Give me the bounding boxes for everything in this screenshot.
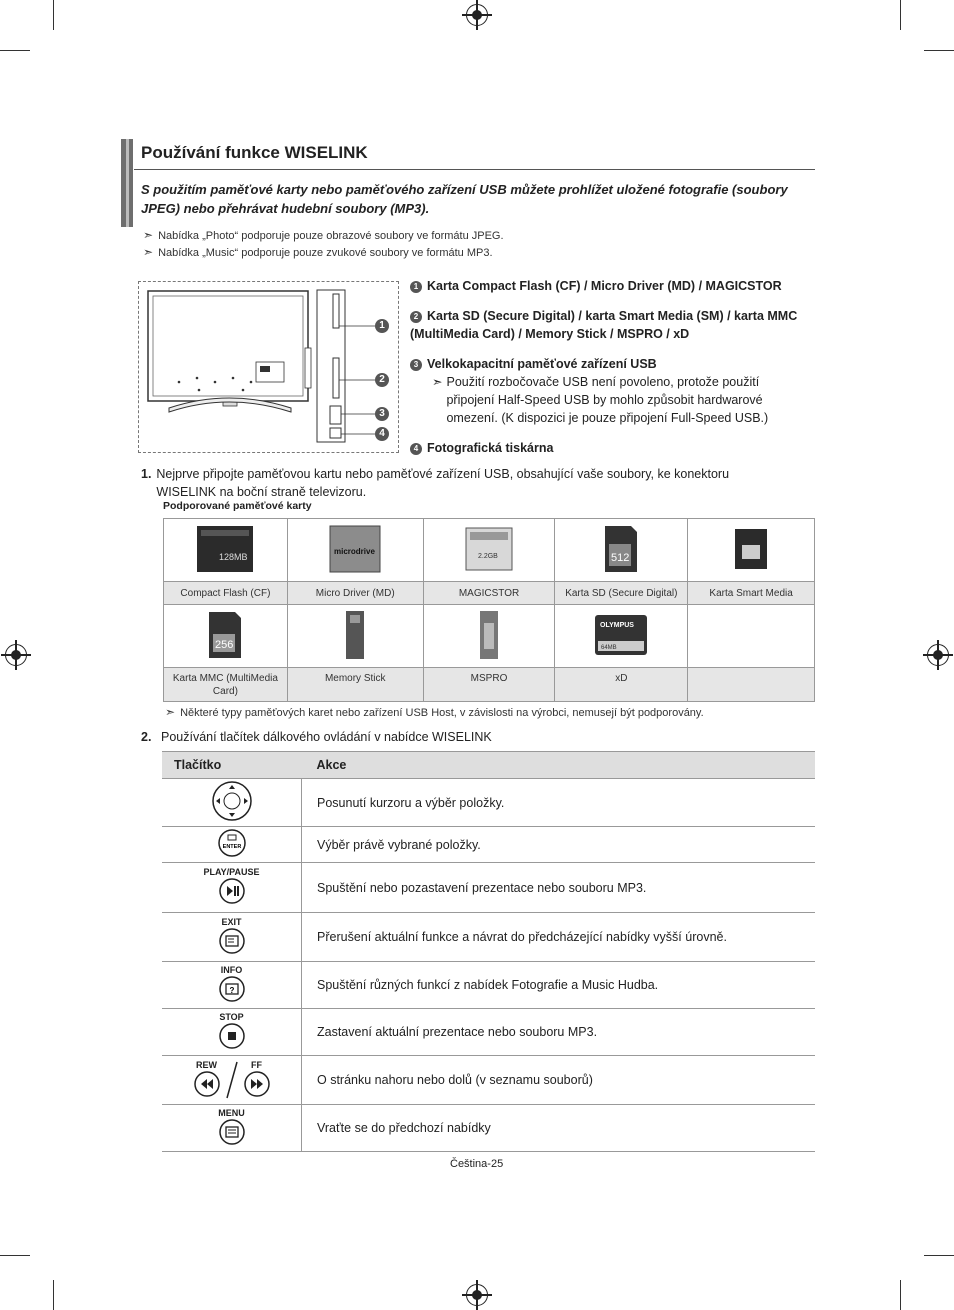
table-row [162,1009,815,1056]
table-row [162,1056,815,1105]
crop-mark [924,50,954,51]
connector-number-1: 1 [375,319,389,333]
action-text: Vraťte se do předchozí nabídky [302,1105,816,1152]
title-divider [134,169,815,170]
connector-item-1: 1 Karta Compact Flash (CF) / Micro Driver (MD) / MAGICSTOR [410,277,810,295]
page-title: Používání funkce WISELINK [141,143,368,162]
card-label: Karta SD (Secure Digital) [555,582,688,605]
card-image-mmc [164,605,288,668]
dpad-icon [162,779,302,827]
svg-text:microdrive: microdrive [334,546,376,556]
registration-mark-icon [466,1284,488,1306]
intro-text: S použitím paměťové karty nebo paměťového zařízení USB můžete prohlížet uložené fotografie (soubory JPEG) nebo přehrávat hudební soubory (MP3). [141,182,788,216]
note-arrow-icon: ➣ [432,375,443,389]
card-image-magicstor [423,519,555,582]
remote-buttons-table [162,751,815,1152]
svg-text:256: 256 [215,638,234,651]
crop-mark [0,1255,30,1256]
action-text: Spuštění různých funkcí z nabídek Fotografie a Music Hudba. [302,962,816,1009]
card-label [688,668,815,702]
ff-icon: FF [243,1060,271,1101]
sd-card-icon [601,524,641,574]
card-label: Karta Smart Media [688,582,815,605]
card-image-sd [555,519,688,582]
table-row [162,1105,815,1152]
connector-item-3: 3 Velkokapacitní paměťové zařízení USB [410,355,810,373]
action-text: Výběr právě vybrané položky. [302,827,816,863]
stop-icon: STOP [162,1009,302,1056]
table-row [162,827,815,863]
supported-cards-table [163,518,815,702]
note-arrow-icon: ➣ [143,245,154,259]
table-row [162,962,815,1009]
card-label: Memory Stick [287,668,423,702]
enter-icon [162,827,302,863]
svg-text:ENTER: ENTER [222,844,241,850]
registration-mark-icon [5,644,27,666]
crop-mark [900,1280,901,1310]
card-label: Micro Driver (MD) [287,582,423,605]
smart-media-card-icon [733,527,769,571]
tv-connector-diagram [138,281,399,453]
step-1: 1. Nejprve připojte paměťovou kartu nebo paměťové zařízení USB, obsahující vaše soubory, ke konektoru WISELINK na boční straně televizoru. [141,467,730,499]
action-text: Zastavení aktuální prezentace nebo souboru MP3. [302,1009,816,1056]
action-text: Spuštění nebo pozastavení prezentace nebo souboru MP3. [302,863,816,913]
xd-card-icon [593,613,649,657]
card-label: Karta MMC (MultiMedia Card) [164,668,288,702]
card-image-empty [688,605,815,668]
page-number: Čeština-25 [450,1158,504,1170]
magicstor-card-icon [464,526,514,572]
tv-back-illustration [139,282,398,452]
svg-text:OLYMPUS: OLYMPUS [600,621,635,629]
connector-item-2: 2 Karta SD (Secure Digital) / karta Smart Media (SM) / karta MMC (MultiMedia Card) / Memory Stick / MSPRO / xD [410,309,798,341]
rew-icon: REW [193,1060,221,1101]
card-image-xd [555,605,688,668]
card-image-smartmedia [688,519,815,582]
card-label: xD [555,668,688,702]
action-text: O stránku nahoru nebo dolů (v seznamu souborů) [302,1056,816,1105]
table-row [162,863,815,913]
card-image-cf [164,519,288,582]
note-arrow-icon: ➣ [143,228,154,242]
microdrive-card-icon [328,524,382,574]
action-text: Přerušení aktuální funkce a návrat do předcházející nabídky vyšší úrovně. [302,913,816,962]
registration-mark-icon [927,644,949,666]
card-image-memorystick [287,605,423,668]
compact-flash-card-icon [195,524,255,574]
crop-mark [924,1255,954,1256]
menu-icon: MENU [162,1105,302,1152]
crop-mark [900,0,901,30]
connector-list [410,277,810,457]
svg-text:64MB: 64MB [601,644,617,651]
column-header-button: Tlačítko [162,752,302,779]
svg-text:2.2GB: 2.2GB [478,552,498,560]
column-header-action: Akce [302,752,816,779]
mspro-card-icon [474,609,504,661]
memory-stick-icon [340,609,370,661]
card-label: MSPRO [423,668,555,702]
info-icon: INFO ? [162,962,302,1009]
rew-ff-icon [162,1056,302,1105]
crop-mark [53,1280,54,1310]
crop-mark [0,50,30,51]
note-photo: ➣ Nabídka „Photo“ podporuje pouze obrazové soubory ve formátu JPEG. [143,228,504,242]
registration-mark-icon [466,4,488,26]
table-row [162,913,815,962]
cards-table-caption: Podporované paměťové karty [163,500,312,512]
exit-icon: EXIT [162,913,302,962]
card-label: Compact Flash (CF) [164,582,288,605]
note-music: ➣ Nabídka „Music“ podporuje pouze zvukové soubory ve formátu MP3. [143,245,493,259]
crop-mark [53,0,54,30]
card-label: MAGICSTOR [423,582,555,605]
connector-number-4: 4 [375,427,389,441]
card-image-md [287,519,423,582]
step-2: 2. Používání tlačítek dálkového ovládání v nabídce WISELINK [141,730,492,744]
play-pause-icon: PLAY/PAUSE [162,863,302,913]
connector-item-4: 4 Fotografická tiskárna [410,439,810,457]
section-sidebar-stripe [126,139,129,227]
action-text: Posunutí kurzoru a výběr položky. [302,779,816,827]
connector-number-3: 3 [375,407,389,421]
table-row [162,779,815,827]
connector-number-2: 2 [375,373,389,387]
svg-text:512: 512 [611,551,630,564]
mmc-card-icon [205,610,245,660]
cards-note: ➣ Některé typy paměťových karet nebo zařízení USB Host, v závislosti na výrobci, nemusejí být podporovány. [165,705,704,719]
svg-text:?: ? [229,985,234,995]
slash-divider [225,1060,239,1100]
svg-text:128MB: 128MB [219,551,248,562]
card-image-mspro [423,605,555,668]
note-arrow-icon: ➣ [165,705,176,719]
connector-item-3-note: ➣ Použití rozbočovače USB není povoleno, protože použití připojení Half-Speed USB by mohlo způsobit hardwarové omezení. (K dispozici je pouze připojení Full-Speed USB.) [432,375,769,425]
